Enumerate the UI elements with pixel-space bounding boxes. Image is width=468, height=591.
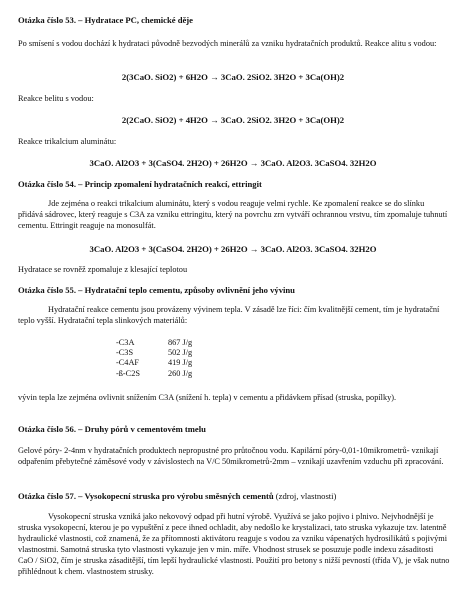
table-row [116,369,192,379]
q56-dash: – [78,424,83,434]
q54-heading [18,179,262,190]
q53-dash: – [78,15,83,25]
q55-number: Otázka číslo 55. [18,285,77,295]
q54-number: Otázka číslo 54. [18,179,77,189]
mineral-heat: 867 J/g [168,338,193,347]
q53-heading [18,15,193,26]
q53-number: Otázka číslo 53. [18,15,77,25]
q55-paragraph: Hydratační reakce cementu jsou provázeny vývinem tepla. V zásadě lze říci: čím kvalitnější cement, tím je hydratační teplo vyšší. Hydratační tepla slinkových materiálů: [18,305,440,325]
q56-number: Otázka číslo 56. [18,424,77,434]
q55-after: vývin tepla lze zejména ovlivnit snížením C3A (snížení h. tepla) v cementu a přidávkem přísad (struska, popílky). [18,393,397,402]
mineral-name: -C4AF [116,358,140,368]
mineral-heat: 260 J/g [168,368,193,378]
q54-after: Hydratace se rovněž zpomaluje z klesající teplotou [18,265,188,274]
q57-dash: – [78,491,83,501]
mineral-name: -ß-C2S [116,368,140,378]
q55-heat-table [116,338,192,379]
q54-equation: 3CaO. Al2O3 + 3(CaSO4. 2H2O) + 26H2O → 3CaO. Al2O3. 3CaSO4. 32H2O [89,244,377,254]
q55-title: Hydratační teplo cementu, způsoby ovlivnění jeho vývinu [84,285,295,295]
q53-title: Hydratace PC, chemické děje [84,15,193,25]
table-row [116,338,192,348]
q54-paragraph: Jde zejména o reakci trikalcium aluminátu, který s vodou reaguje velmi rychle. Ke zpomalení reakce se do slínku přidává sádrovec, který reaguje s C3A za vzniku ettringitu, který na povrchu zrn vytváří ochrannou vrstvu, tím zpomaluje tuhnutí cementu. Ettringit reaguje na monosulfát. [18,199,448,230]
mineral-name: -C3A [116,338,135,347]
q53-equation-tricalcium: 3CaO. Al2O3 + 3(CaSO4. 2H2O) + 26H2O → 3CaO. Al2O3. 3CaSO4. 32H2O [89,158,377,168]
q56-title: Druhy pórů v cementovém tmelu [84,424,206,434]
mineral-name: -C3S [116,348,134,358]
table-row [116,348,192,358]
q57-paragraph: Vysokopecní struska vzniká jako nekovový odpad při hutní výrobě. Využívá se jako pojivo i plnivo. Nejvhodnější je struska vysokopecní, kterou je po vypuštění z pece ihned ochladit, aby nedošlo ke krystalizaci, tato struska vykazuje tzv. latentně hydraulické vlastnosti, což znamená, že za přítomnosti aktivátoru reaguje s vodou za vzniku vápenatých hydrosilikátů s pojivými vlastnostmi. Samotná struska tyto vlastnosti vykazuje jen v min. míře. Vhodnost strusek se posuzuje podle indexu zásaditosti CaO / SiO2, čím je struska zásaditější, tím lepší hydraulické vlastnosti. Použití pro betony s nižší pevností (třída V), je však nutno přihlédnout k chem. vlastnostem strusky. [18,512,450,576]
q54-title: Princip zpomalení hydratačních reakcí, ettringit [84,179,262,189]
q56-paragraph: Gelové póry- 2-4nm v hydratačních produktech nepropustné pro průtočnou vodu. Kapilární póry-0,01-10mikrometrů- vznikají odpařením přebytečné záměsové vody v závislostech na V/C 50mikrometrů-2mm – vznikají uzavřením vzduchu při zpracování. [18,446,444,466]
q57-title: Vysokopecní struska pro výrobu směsných cementů [84,491,274,501]
q57-number: Otázka číslo 57. [18,491,77,501]
q57-heading [18,491,336,502]
q53-tricalcium-label: Reakce trikalcium aluminátu: [18,137,117,146]
table-row [116,358,192,368]
q53-belit-label: Reakce belitu s vodou: [18,94,94,103]
mineral-heat: 502 J/g [168,348,193,358]
q54-dash: – [78,179,83,189]
q57-suffix: (zdroj, vlastnosti) [275,491,337,501]
q53-intro: Po smísení s vodou dochází k hydrataci původně bezvodých minerálů za vzniku hydratačních produktů. Reakce alitu s vodou: [18,39,437,48]
q53-equation-alite: 2(3CaO. SiO2) + 6H2O → 3CaO. 2SiO2. 3H2O + 3Ca(OH)2 [121,72,345,82]
q55-heading [18,285,295,296]
q56-heading [18,424,206,435]
q55-dash: – [78,285,83,295]
q53-equation-belit: 2(2CaO. SiO2) + 4H2O → 3CaO. 2SiO2. 3H2O + 3Ca(OH)2 [121,115,345,125]
mineral-heat: 419 J/g [168,358,193,368]
